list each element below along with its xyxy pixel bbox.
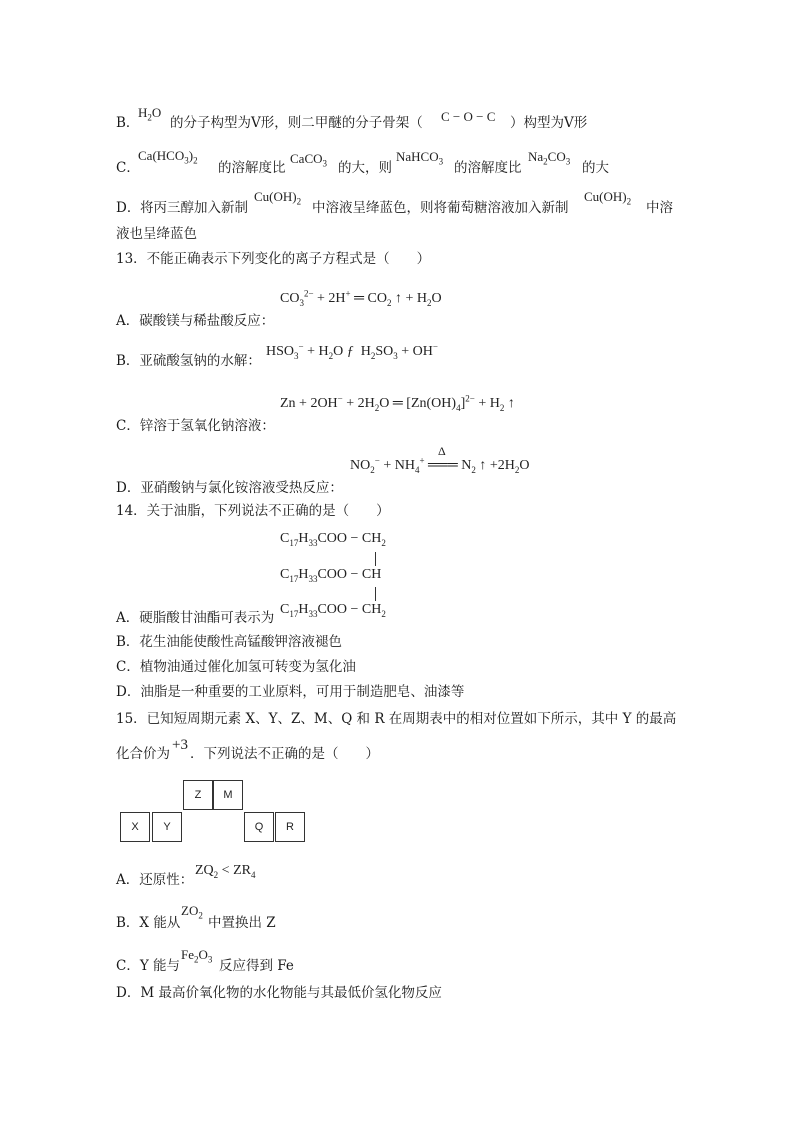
q12-option-c-text2: 的大，则 (338, 160, 392, 176)
q14-option-a: A．硬脂酸甘油酯可表示为 (116, 610, 275, 626)
q12-c-formula-caco3: CaCO$_3$ (290, 151, 327, 169)
q13-d-delta: Δ (438, 444, 446, 458)
q14-struct-line1: $C_{17}H_{33}COO - CH_2$ (280, 531, 386, 548)
q12-b-formula-coc: C − O − C (441, 109, 496, 124)
cell-y: Y (152, 812, 182, 842)
q14-struct-line2: $C_{17}H_{33}COO$ − CH (280, 567, 382, 584)
q14-struct-bond2 (375, 587, 376, 601)
q12-option-c-label: C． (116, 160, 140, 176)
q12-option-c-text3: 的溶解度比 (454, 160, 522, 176)
q13-b-equation: $HSO_3^- + H_2O$ ƒ $H_2SO_3 + OH^-$ (266, 341, 438, 361)
q12-option-d-label: D． (116, 200, 141, 216)
q15-c-formula: $Fe_2O_3$ (181, 947, 213, 965)
q15-stem-line2a: 化合价为 (116, 746, 170, 762)
q15-option-c-part1: C．Y 能与 (116, 958, 181, 974)
q13-option-c: C．锌溶于氢氧化钠溶液： (116, 418, 275, 434)
cell-x: X (120, 812, 150, 842)
q15-stem-valence: +3 (172, 737, 188, 753)
q14-struct-line3: $C_{17}H_{33}COO - CH_2$ (280, 602, 386, 619)
q12-option-d-text1: 将丙三醇加入新制 (140, 200, 248, 216)
q14-stem: 14．关于油脂，下列说法不正确的是（ ） (116, 503, 390, 519)
q15-stem-line2c: ．下列说法不正确的是（ ） (190, 746, 379, 762)
q14-option-b: B．花生油能使酸性高锰酸钾溶液褪色 (116, 634, 342, 650)
q15-option-b-part2: 中置换出 Z (208, 915, 276, 931)
q13-d-equation: $NO_2^- + NH_4^+$ ═══ $N_2$ ↑ $+2H_2O$ (350, 455, 530, 475)
cell-q: Q (244, 812, 274, 842)
q15-a-formula: $ZQ_2 < ZR_4$ (195, 863, 256, 880)
q12-d-formula-cuoh2-1: $Cu(OH)_2$ (254, 189, 302, 207)
q15-option-c-part2: 反应得到 Fe (219, 958, 294, 974)
q12-option-b-label: B． (116, 115, 140, 131)
q14-option-d: D．油脂是一种重要的工业原料，可用于制造肥皂、油漆等 (116, 684, 465, 700)
q13-option-a: A．碳酸镁与稀盐酸反应： (116, 313, 275, 329)
cell-m: M (213, 780, 243, 810)
q12-option-d-text3: 中溶 (646, 200, 673, 216)
q15-option-d: D．M 最高价氧化物的水化物能与其最低价氢化物反应 (116, 985, 442, 1001)
q15-stem-line1: 15．已知短周期元素 X、Y、Z、M、Q 和 R 在周期表中的相对位置如下所示，其中 Y 的最高 (116, 711, 677, 727)
q12-option-b-text2: ）构型为Ⅴ形 (510, 115, 588, 131)
q12-c-formula-nahco3: NaHCO$_3$ (396, 149, 444, 167)
q13-a-equation: $CO_3^{2-} + 2H^+$ ═ $CO_2$ ↑ + $H_2O$ (280, 288, 442, 308)
q12-option-d-text4: 液也呈绛蓝色 (116, 226, 197, 242)
q13-option-d: D．亚硝酸钠与氯化铵溶液受热反应： (116, 480, 343, 496)
q12-c-formula-cahco3: $Ca(HCO_3)_2$ (138, 148, 198, 166)
q12-option-d-text2: 中溶液呈绛蓝色，则将葡萄糖溶液加入新制 (312, 200, 569, 216)
q13-c-equation: $Zn + 2OH^- + 2H_2O$ ═ $[Zn(OH)_4]^{2-} + H_2$ ↑ (280, 393, 515, 413)
q12-d-formula-cuoh2-2: $Cu(OH)_2$ (584, 189, 632, 207)
q12-option-c-text1: 的溶解度比 (218, 160, 286, 176)
q12-c-formula-na2co3: $Na_2CO_3$ (528, 149, 571, 167)
q12-option-c-text4: 的大 (582, 160, 609, 176)
q15-option-b-part1: B．X 能从 (116, 915, 181, 931)
cell-z: Z (183, 780, 213, 810)
q12-b-formula-h2o: $H_2O$ (138, 105, 162, 123)
q15-option-a: A．还原性： (116, 872, 194, 888)
q12-option-b-text1: 的分子构型为Ⅴ形，则二甲醚的分子骨架（ (170, 115, 423, 131)
q13-option-b: B．亚硫酸氢钠的水解： (116, 353, 261, 369)
q14-struct-bond1 (375, 552, 376, 566)
q15-b-formula: $ZO_2$ (181, 903, 203, 921)
q14-option-c: C．植物油通过催化加氢可转变为氢化油 (116, 659, 356, 675)
cell-r: R (275, 812, 305, 842)
q13-stem: 13．不能正确表示下列变化的离子方程式是（ ） (116, 251, 431, 267)
